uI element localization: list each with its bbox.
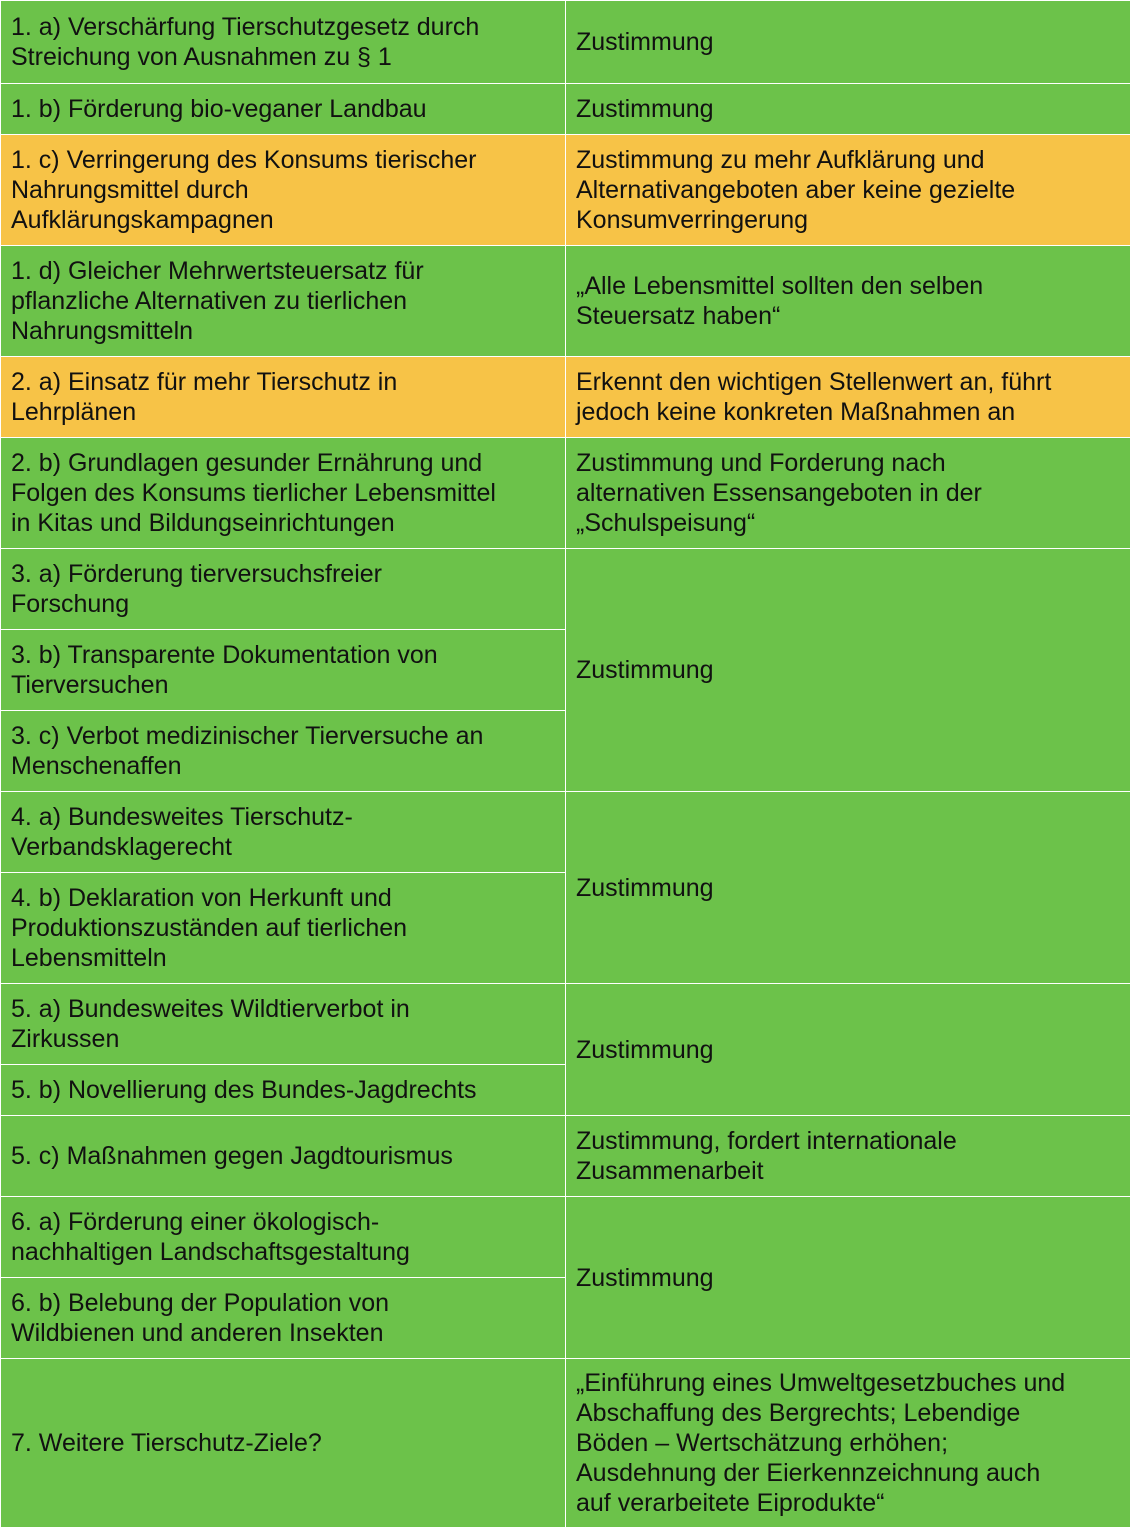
table-row <box>1 792 1130 873</box>
table-row <box>1 549 1130 630</box>
demand-cell: 1. a) Verschärfung Tierschutzgesetz durch Streichung von Ausnahmen zu § 1 <box>1 1 566 84</box>
demand-cell: 1. c) Verringerung des Konsums tierischer Nahrungsmittel durch Aufklärungskampagnen <box>1 135 566 246</box>
table-row <box>1 1 1130 84</box>
table-row <box>1 84 1130 135</box>
demand-cell: 3. a) Förderung tierversuchsfreier Forschung <box>1 549 566 630</box>
demand-cell: 6. b) Belebung der Population von Wildbienen und anderen Insekten <box>1 1278 566 1359</box>
table-row <box>1 438 1130 549</box>
demand-cell: 6. a) Förderung einer ökologisch- nachhaltigen Landschaftsgestaltung <box>1 1197 566 1278</box>
demand-cell: 5. b) Novellierung des Bundes-Jagdrechts <box>1 1065 566 1116</box>
demand-cell: 1. b) Förderung bio-veganer Landbau <box>1 84 566 135</box>
answer-cell: Zustimmung <box>566 984 1130 1116</box>
answer-cell: Zustimmung <box>566 1197 1130 1359</box>
demand-cell: 1. d) Gleicher Mehrwertsteuersatz für pflanzliche Alternativen zu tierlichen Nahrungsmitteln <box>1 246 566 357</box>
demand-cell: 3. c) Verbot medizinischer Tierversuche an Menschenaffen <box>1 711 566 792</box>
answer-cell: Zustimmung, fordert internationale Zusammenarbeit <box>566 1116 1130 1197</box>
demand-cell: 3. b) Transparente Dokumentation von Tierversuchen <box>1 630 566 711</box>
table-row <box>1 1197 1130 1278</box>
demand-cell: 2. b) Grundlagen gesunder Ernährung und Folgen des Konsums tierlicher Lebensmittel in Kitas und Bildungseinrichtungen <box>1 438 566 549</box>
demand-cell: 5. c) Maßnahmen gegen Jagdtourismus <box>1 1116 566 1197</box>
table-row <box>1 135 1130 246</box>
answer-cell: Zustimmung <box>566 1 1130 84</box>
table-row <box>1 357 1130 438</box>
answer-cell: Zustimmung zu mehr Aufklärung und Alternativangeboten aber keine gezielte Konsumverringerung <box>566 135 1130 246</box>
answer-cell: Zustimmung und Forderung nach alternativen Essensangeboten in der „Schulspeisung“ <box>566 438 1130 549</box>
table-row <box>1 984 1130 1065</box>
table-row <box>1 1359 1130 1528</box>
demand-cell: 2. a) Einsatz für mehr Tierschutz in Lehrplänen <box>1 357 566 438</box>
answer-cell: Zustimmung <box>566 549 1130 792</box>
answer-cell: Zustimmung <box>566 84 1130 135</box>
demand-cell: 4. a) Bundesweites Tierschutz- Verbandsklagerecht <box>1 792 566 873</box>
demand-cell: 4. b) Deklaration von Herkunft und Produktionszuständen auf tierlichen Lebensmitteln <box>1 873 566 984</box>
demand-cell: 5. a) Bundesweites Wildtierverbot in Zirkussen <box>1 984 566 1065</box>
table-row <box>1 1116 1130 1197</box>
demand-cell: 7. Weitere Tierschutz-Ziele? <box>1 1359 566 1528</box>
answer-cell: „Einführung eines Umweltgesetzbuches und Abschaffung des Bergrechts; Lebendige Böden – Wertschätzung erhöhen; Ausdehnung der Eierkennzeichnung auch auf verarbeitete Eiprodukte“ <box>566 1359 1130 1528</box>
table-row <box>1 246 1130 357</box>
answer-cell: Erkennt den wichtigen Stellenwert an, führt jedoch keine konkreten Maßnahmen an <box>566 357 1130 438</box>
answer-cell: Zustimmung <box>566 792 1130 984</box>
answer-cell: „Alle Lebensmittel sollten den selben Steuersatz haben“ <box>566 246 1130 357</box>
